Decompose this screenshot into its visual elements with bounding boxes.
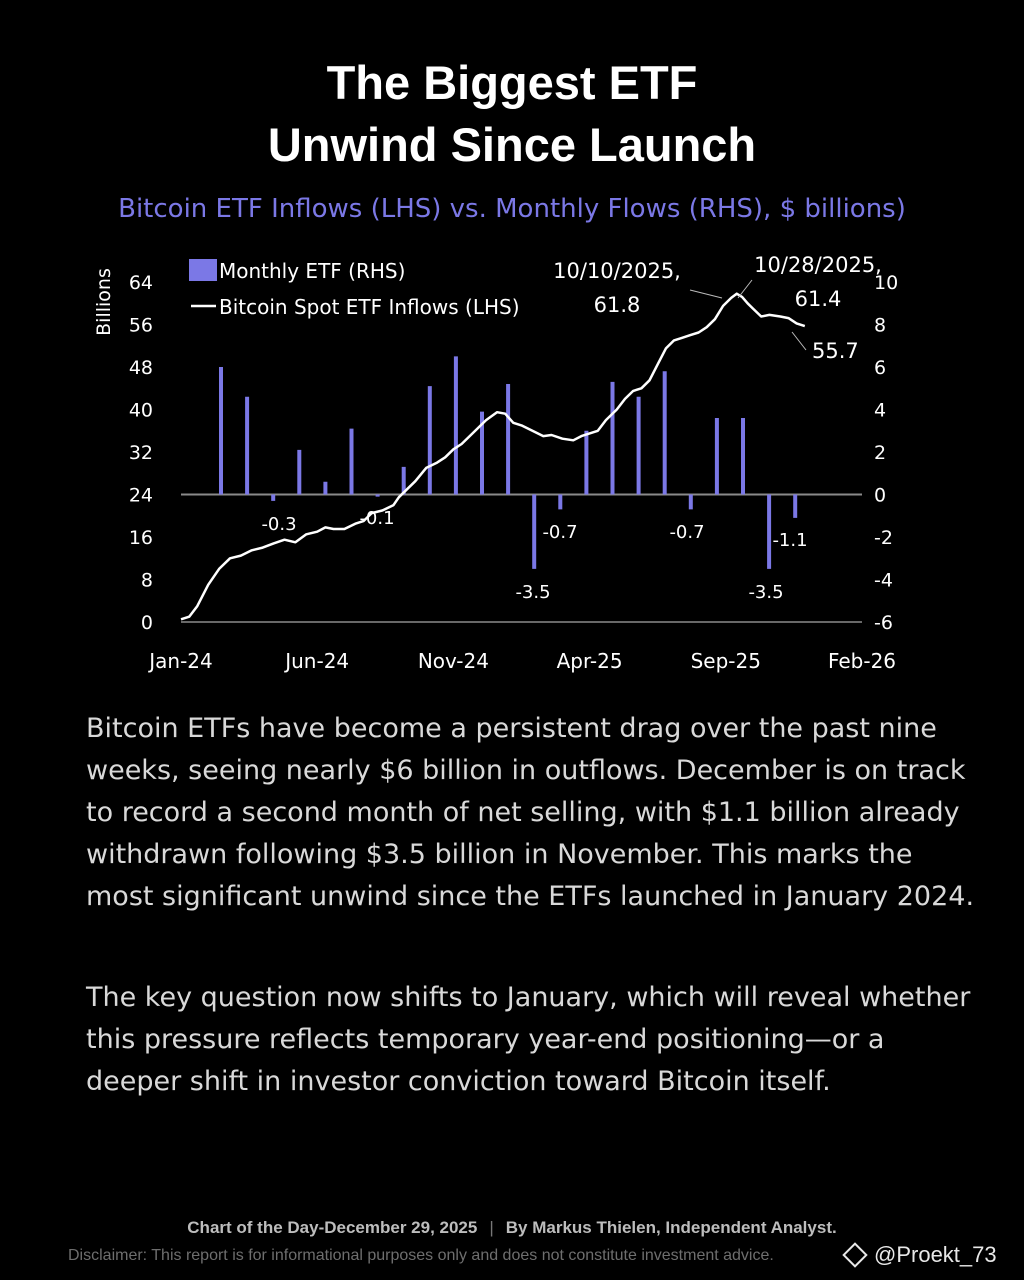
- left-axis-title: Billions: [93, 268, 115, 336]
- annotation-leader: [690, 290, 722, 298]
- left-tick-label: 64: [128, 272, 153, 294]
- monthly-flow-bar: [428, 386, 432, 494]
- right-tick-label: 2: [874, 442, 887, 464]
- monthly-flow-bar: [767, 495, 771, 569]
- inflow-line: [181, 294, 808, 620]
- left-tick-label: 48: [128, 357, 153, 379]
- chart-subtitle: Bitcoin ETF Inflows (LHS) vs. Monthly Flows (RHS), $ billions): [118, 194, 906, 224]
- right-tick-label: 4: [874, 399, 887, 422]
- monthly-flow-bar: [219, 367, 223, 495]
- bar-value-label: -0.1: [359, 508, 395, 529]
- monthly-flow-bar: [663, 371, 667, 494]
- bar-value-label: -0.7: [669, 522, 705, 543]
- right-tick-label: 6: [874, 357, 887, 379]
- monthly-flow-bar: [715, 418, 719, 495]
- title-line-2: Unwind Since Launch: [267, 118, 757, 171]
- bar-value-label: -3.5: [515, 582, 551, 603]
- x-tick-label: Feb-26: [827, 649, 897, 673]
- annotation-date: 10/28/2025,: [754, 253, 882, 277]
- monthly-flow-bar: [271, 495, 275, 501]
- monthly-flow-bar: [297, 450, 301, 495]
- right-tick-label: -6: [874, 612, 893, 634]
- disclaimer: Disclaimer: This report is for informational purposes only and does not constitute investment advice.: [68, 1247, 774, 1264]
- annotation-leader: [738, 280, 752, 298]
- left-tick-label: 0: [140, 612, 153, 634]
- monthly-flow-bar: [741, 418, 745, 495]
- bitcoin-spot-etf-inflow-line: [181, 294, 808, 620]
- monthly-flow-bar: [637, 397, 641, 495]
- monthly-flow-bar: [454, 356, 458, 494]
- monthly-flow-bar: [376, 495, 380, 497]
- watermark-text: @Proekt_73: [874, 1242, 997, 1267]
- legend-bar-swatch: [189, 259, 217, 281]
- right-tick-label: 0: [874, 484, 887, 507]
- annotation-date: 10/10/2025,: [553, 259, 681, 283]
- bar-value-label: -1.1: [772, 530, 808, 551]
- watermark: [846, 1240, 997, 1270]
- x-tick-label: Jan-24: [149, 649, 213, 673]
- monthly-flow-bar: [506, 384, 510, 495]
- paragraph-2: The key question now shifts to January, which will reveal whether this pressure reflects temporary year-end positioning—or a deeper shift in investor conviction toward Bitcoin itself.: [86, 982, 971, 1097]
- bar-value-label: -0.7: [542, 522, 578, 543]
- monthly-flow-bar: [350, 429, 354, 495]
- x-tick-label: Sep-25: [690, 649, 761, 673]
- left-tick-label: 56: [128, 314, 153, 337]
- footer-chart-date: Chart of the Day-December 29, 2025: [187, 1218, 478, 1237]
- monthly-flow-bars: [219, 356, 797, 569]
- legend-line-label: Bitcoin Spot ETF Inflows (LHS): [219, 295, 520, 319]
- binance-diamond-icon: [842, 1242, 867, 1267]
- x-tick-label: Nov-24: [417, 649, 489, 673]
- left-tick-label: 40: [128, 399, 153, 422]
- right-tick-label: -4: [874, 569, 893, 592]
- right-tick-label: 10: [874, 272, 899, 294]
- footer-credits: [0, 1218, 1024, 1238]
- legend-bar-label: Monthly ETF (RHS): [219, 259, 406, 283]
- etf-flows-chart: [0, 240, 1024, 690]
- monthly-flow-bar: [558, 495, 562, 510]
- monthly-flow-bar: [793, 495, 797, 518]
- annotation-value: 55.7: [812, 339, 859, 363]
- right-tick-label: 8: [874, 314, 887, 337]
- footer-separator: |: [489, 1218, 494, 1237]
- chart-axes: [93, 268, 898, 673]
- right-tick-label: -2: [874, 527, 893, 549]
- x-tick-label: Apr-25: [556, 649, 623, 673]
- monthly-flow-bar: [611, 382, 615, 495]
- left-tick-label: 24: [128, 484, 153, 507]
- annotation-leader: [792, 332, 806, 350]
- bar-value-label: -3.5: [748, 582, 784, 603]
- title-line-1: The Biggest ETF: [326, 56, 698, 109]
- x-tick-label: Jun-24: [285, 649, 350, 673]
- monthly-flow-bar: [689, 495, 693, 510]
- paragraph-1: Bitcoin ETFs have become a persistent drag over the past nine weeks, seeing nearly $6 billion in outflows. December is on track to record a second month of net selling, with $1.1 billion already withdrawn following $3.5 billion in November. This marks the most significant unwind since the ETFs launched in January 2024.: [86, 713, 975, 912]
- left-tick-label: 16: [128, 527, 153, 549]
- monthly-flow-bar: [323, 482, 327, 495]
- footer-author: By Markus Thielen, Independent Analyst.: [505, 1218, 837, 1237]
- monthly-flow-bar: [532, 495, 536, 569]
- left-tick-label: 32: [128, 442, 153, 464]
- bar-value-label: -0.3: [261, 514, 297, 535]
- monthly-flow-bar: [245, 397, 249, 495]
- monthly-flow-bar: [584, 431, 588, 495]
- annotation-value: 61.8: [593, 293, 641, 317]
- left-tick-label: 8: [140, 569, 153, 592]
- annotation-value: 61.4: [794, 287, 842, 311]
- chart-legend: [189, 259, 520, 319]
